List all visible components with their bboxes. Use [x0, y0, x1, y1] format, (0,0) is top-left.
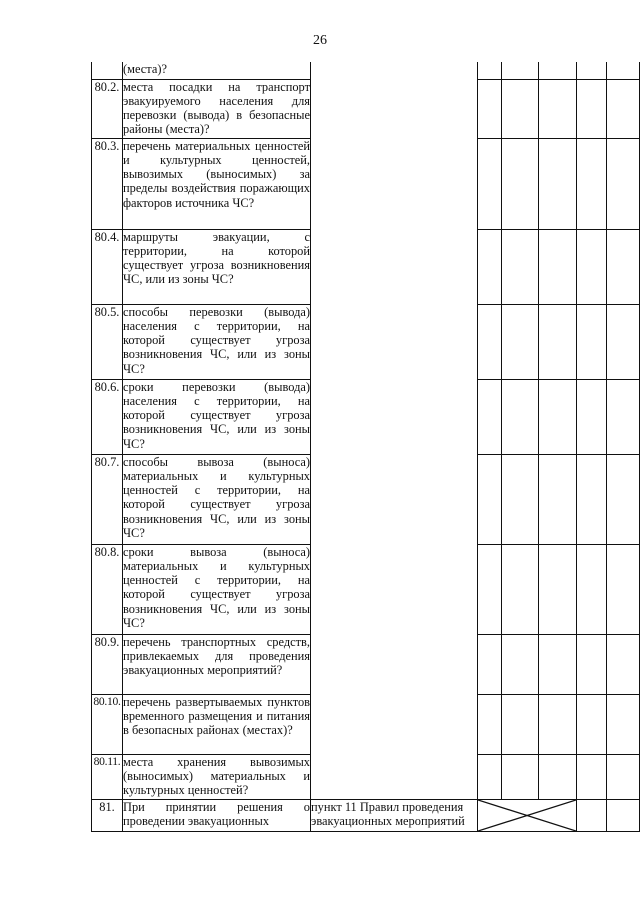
item-number	[92, 62, 123, 79]
checkbox-cell[interactable]	[607, 694, 640, 754]
item-question: сроки вывоза (выноса) материальных и культурных ценностей с территории, на которой существует угроза возникновения ЧС, или из зоны ЧС?	[123, 544, 311, 634]
item-number: 80.2.	[92, 79, 123, 138]
item-number: 80.4.	[92, 229, 123, 304]
item-number: 81.	[92, 799, 123, 831]
checkbox-cell[interactable]	[607, 304, 640, 379]
checkbox-cell[interactable]	[577, 304, 607, 379]
checkbox-cell[interactable]	[539, 62, 577, 79]
checkbox-cell[interactable]	[607, 544, 640, 634]
item-number: 80.9.	[92, 634, 123, 694]
checkbox-cell[interactable]	[577, 634, 607, 694]
item-question: перечень транспортных средств, привлекаемых для проведения эвакуационных мероприятий?	[123, 634, 311, 694]
checkbox-cell[interactable]	[478, 79, 502, 138]
checklist-table	[91, 62, 640, 832]
checkbox-cell[interactable]	[502, 379, 539, 454]
checkbox-cell[interactable]	[539, 79, 577, 138]
checkbox-cell[interactable]	[502, 304, 539, 379]
item-question: сроки перевозки (вывода) населения с территории, на которой существует угроза возникновения ЧС, или из зоны ЧС?	[123, 379, 311, 454]
checkbox-cell[interactable]	[502, 229, 539, 304]
checkbox-cell[interactable]	[478, 454, 502, 544]
checkbox-cell[interactable]	[607, 634, 640, 694]
checkbox-cell[interactable]	[502, 138, 539, 229]
checkbox-cell[interactable]	[607, 799, 640, 831]
item-question: перечень развертываемых пунктов временного размещения и питания в безопасных районах (местах)?	[123, 694, 311, 754]
checkbox-cell[interactable]	[478, 754, 502, 799]
checkbox-cell[interactable]	[577, 379, 607, 454]
checkbox-cell[interactable]	[478, 634, 502, 694]
item-number: 80.5.	[92, 304, 123, 379]
table-row	[92, 62, 640, 79]
checkbox-cell[interactable]	[539, 754, 577, 799]
checkbox-cell[interactable]	[577, 544, 607, 634]
checkbox-cell[interactable]	[577, 79, 607, 138]
checkbox-cell[interactable]	[478, 229, 502, 304]
checkbox-cell[interactable]	[478, 694, 502, 754]
checkbox-cell[interactable]	[539, 634, 577, 694]
checkbox-cell[interactable]	[607, 754, 640, 799]
crossed-out-cell	[478, 799, 577, 831]
checkbox-cell[interactable]	[607, 138, 640, 229]
item-number: 80.3.	[92, 138, 123, 229]
checkbox-cell[interactable]	[539, 138, 577, 229]
checkbox-cell[interactable]	[607, 229, 640, 304]
checkbox-cell[interactable]	[607, 454, 640, 544]
checkbox-cell[interactable]	[539, 379, 577, 454]
checkbox-cell[interactable]	[478, 62, 502, 79]
reference-cell: пункт 11 Правил проведения эвакуационных мероприятий	[311, 799, 478, 831]
checkbox-cell[interactable]	[502, 754, 539, 799]
checkbox-cell[interactable]	[478, 379, 502, 454]
checkbox-cell[interactable]	[539, 304, 577, 379]
item-question: маршруты эвакуации, с территории, на которой существует угроза возникновения ЧС, или из зоны ЧС?	[123, 229, 311, 304]
item-question: места посадки на транспорт эвакуируемого населения для перевозки (вывода) в безопасные районы (места)?	[123, 79, 310, 137]
item-question: При принятии решения о проведении эвакуационных	[123, 799, 311, 831]
checkbox-cell[interactable]	[577, 694, 607, 754]
checkbox-cell[interactable]	[607, 379, 640, 454]
checkbox-cell[interactable]	[502, 454, 539, 544]
checkbox-cell[interactable]	[577, 62, 607, 79]
checkbox-cell[interactable]	[577, 454, 607, 544]
checkbox-cell[interactable]	[478, 304, 502, 379]
item-question: перечень материальных ценностей и культурных ценностей, вывозимых (выносимых) за пределы воздействия поражающих факторов источника ЧС?	[123, 138, 311, 229]
item-question: места хранения вывозимых (выносимых) материальных и культурных ценностей?	[123, 754, 310, 798]
cross-icon	[478, 800, 576, 831]
checkbox-cell[interactable]	[478, 544, 502, 634]
checkbox-cell[interactable]	[577, 138, 607, 229]
checkbox-cell[interactable]	[539, 544, 577, 634]
item-number: 80.10.	[92, 694, 123, 754]
item-number: 80.6.	[92, 379, 123, 454]
item-number: 80.11.	[92, 754, 123, 799]
checkbox-cell[interactable]	[502, 79, 539, 138]
checkbox-cell[interactable]	[502, 544, 539, 634]
checkbox-cell[interactable]	[539, 694, 577, 754]
table-row	[92, 799, 640, 831]
checkbox-cell[interactable]	[577, 229, 607, 304]
item-question: способы перевозки (вывода) населения с территории, на которой существует угроза возникновения ЧС, или из зоны ЧС?	[123, 304, 311, 379]
checkbox-cell[interactable]	[539, 454, 577, 544]
checkbox-cell[interactable]	[577, 754, 607, 799]
checkbox-cell[interactable]	[502, 62, 539, 79]
checkbox-cell[interactable]	[539, 229, 577, 304]
checkbox-cell[interactable]	[502, 634, 539, 694]
item-question: (места)?	[123, 62, 311, 79]
checkbox-cell[interactable]	[607, 62, 640, 79]
checkbox-cell[interactable]	[478, 138, 502, 229]
item-number: 80.8.	[92, 544, 123, 634]
reference-cell	[311, 62, 478, 799]
checkbox-cell[interactable]	[607, 79, 640, 138]
page-number: 26	[313, 33, 327, 48]
item-question: способы вывоза (выноса) материальных и культурных ценностей с территории, на которой существует угроза возникновения ЧС, или из зоны ЧС?	[123, 454, 311, 544]
checkbox-cell[interactable]	[502, 694, 539, 754]
item-number: 80.7.	[92, 454, 123, 544]
checkbox-cell[interactable]	[577, 799, 607, 831]
